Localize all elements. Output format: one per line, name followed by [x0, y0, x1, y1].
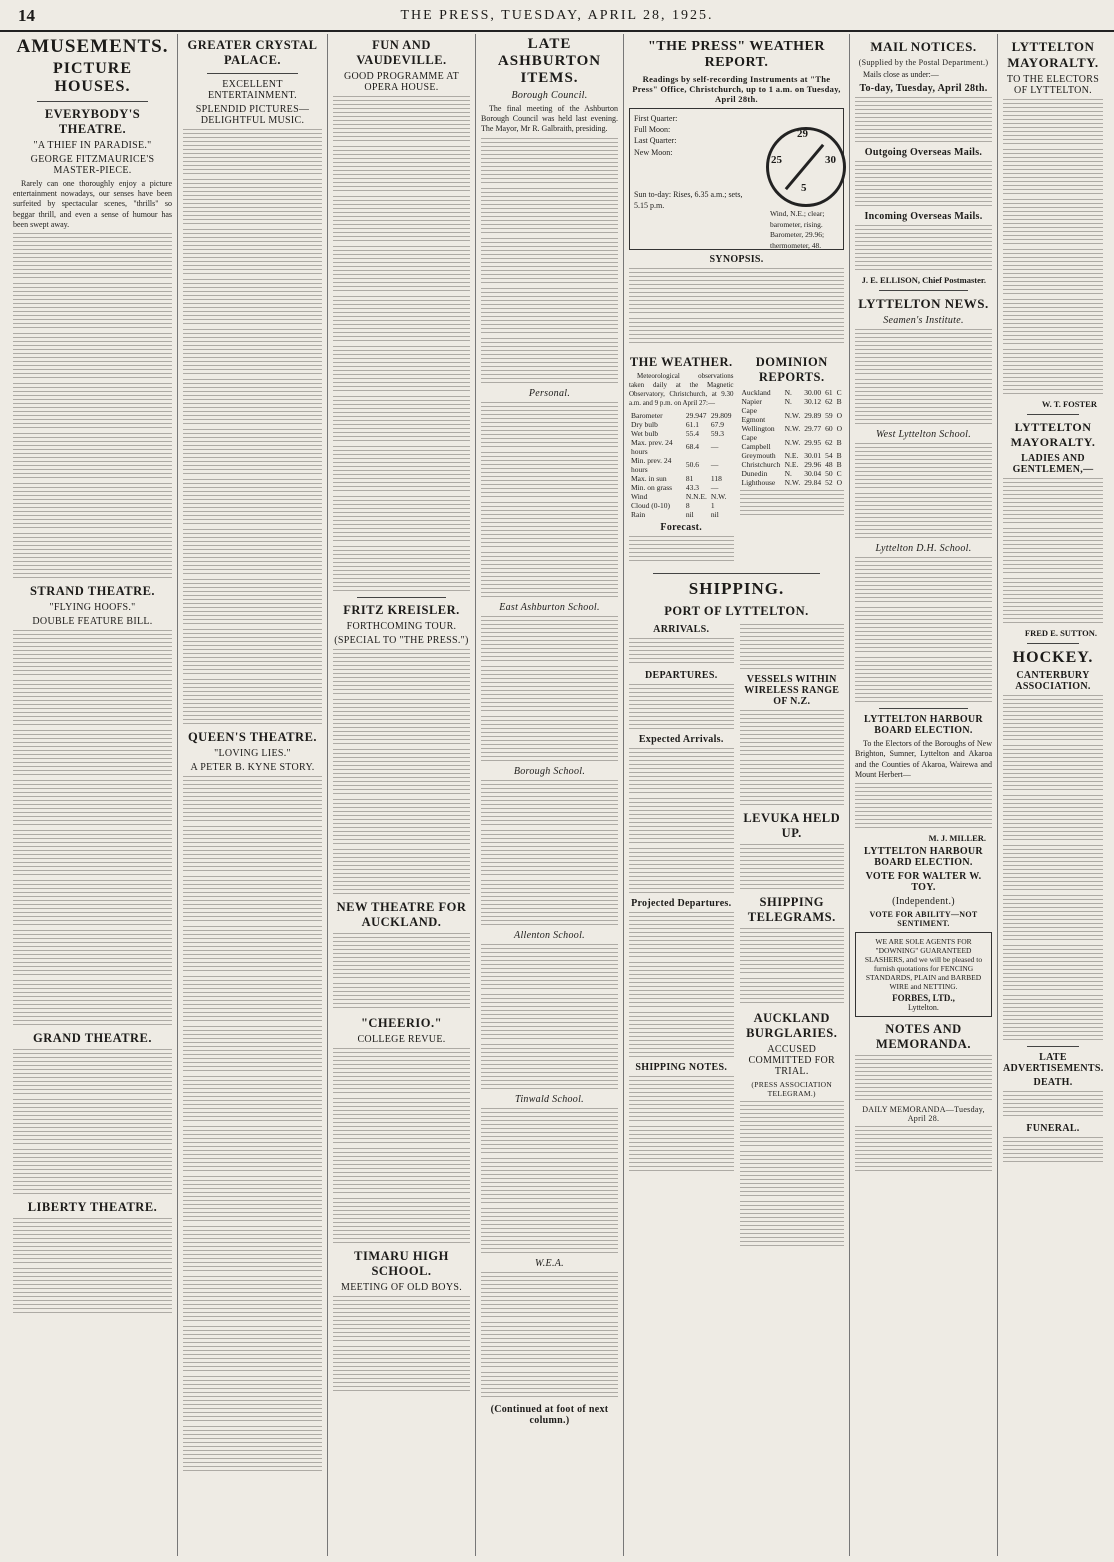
dominion-table: [740, 388, 845, 487]
continued-note: (Continued at foot of next column.): [490, 1403, 609, 1426]
article-strap: A PETER B. KYNE STORY.: [190, 762, 315, 773]
article-strap: Allenton School.: [514, 929, 585, 941]
mayoralty-title: LYTTELTON MAYORALTY.: [1007, 39, 1099, 70]
station-row: Greymouth N.E. 30.01 54 B: [741, 451, 842, 460]
shipping-title: SHIPPING.: [688, 578, 785, 598]
column-amusements: [8, 34, 178, 1556]
article-title: QUEEN'S THEATRE.: [187, 730, 318, 744]
paper-dateline: THE PRESS, TUESDAY, APRIL 28, 1925.: [400, 8, 714, 23]
moon-phases: First Quarter: Full Moon: Last Quarter: New Moon:: [634, 114, 678, 157]
weather-subtitle: Readings by self-recording Instruments at "The Press" Office, Christchurch, up to 1 a.m. on Tuesday, April 28th.: [632, 74, 841, 104]
burglary-title: AUCKLAND BURGLARIES.: [746, 1010, 838, 1040]
article-strap: "A THIEF IN PARADISE.": [33, 140, 152, 151]
article-title: FUN AND VAUDEVILLE.: [356, 38, 447, 67]
weather-row: Max. prev. 24 hours 68.4 —: [631, 437, 719, 456]
article-title: GRAND THEATRE.: [32, 1031, 153, 1046]
the-weather-title: THE WEATHER.: [629, 355, 733, 369]
station-row: Cape Campbell N.W. 29.95 62 B: [741, 433, 842, 451]
article-strap: COLLEGE REVUE.: [357, 1034, 446, 1045]
column-ashburton: [476, 34, 624, 1556]
weather-table: [629, 411, 734, 519]
article-strap: GEORGE FITZMAURICE'S MASTER-PIECE.: [30, 154, 155, 176]
article-title: GREATER CRYSTAL PALACE.: [187, 38, 318, 67]
weather-row: Min. on grass 43.3 —: [631, 482, 719, 492]
article-strap: "FLYING HOOFS.": [49, 602, 136, 614]
article-strap: EXCELLENT ENTERTAINMENT.: [208, 79, 297, 101]
station-row: Cape Egmont N.W. 29.89 59 O: [741, 406, 842, 424]
article-title: NEW THEATRE FOR AUCKLAND.: [336, 900, 467, 929]
article-title: LATE ASHBURTON ITEMS.: [497, 36, 602, 86]
station-row: Wellington N.W. 29.77 60 O: [741, 424, 842, 433]
weather-title: "THE PRESS" WEATHER REPORT.: [647, 39, 825, 70]
forbes-advertisement: WE ARE SOLE AGENTS FOR "DOWNING" GUARANTEED SLASHERS, and we will be pleased to furnish quotations for FENCING STANDARDS, PLAIN and BARBED WIRE and NETTING. FORBES, LTD., Lyttelton.: [855, 932, 992, 1017]
newspaper-columns: [8, 34, 1108, 1558]
mail-title: MAIL NOTICES.: [870, 39, 977, 54]
article-strap: FORTHCOMING TOUR.: [346, 621, 457, 632]
notes-title: NOTES AND MEMORANDA.: [876, 1022, 971, 1052]
masthead: [0, 0, 1114, 32]
article-title: "CHEERIO.": [360, 1016, 443, 1030]
weather-row: Rain nil nil: [631, 509, 719, 519]
weather-row: Min. prev. 24 hours 50.6 —: [631, 455, 719, 474]
lyttelton-news-title: LYTTELTON NEWS.: [858, 296, 989, 312]
column-weather-shipping: "THE PRESS" WEATHER REPORT. Readings by self-recording Instruments at "The Press" Office, Christchurch, up to 1 a.m. on Tuesday, April 28th. First Quarter: Full Moon: Last Quarter: New Moon: 29 30 5 25 Wind, N.E.; clear; barometer, rising. Barometer, 29.96; thermometer, 48. Sun to-day: Rises, 6.35 a.m.; sets, 5.15 p.m. SYNOPSIS. THE WEATHER. Meteorological observations taken daily at the Magnetic Observatory, Christchurch, at 9.30 a.m. and 9 p.m. on April 27:— Barometer 29.947 29.809 Dry bulb 61.1 67.9 Wet bulb 55.4 59.3 Max. prev. 24 hours 68.4 — Min. prev. 24 hours 50.6 — Max. in sun 81 118 Min. on grass 43.3 — Wind N.N.E. N.W. Cloud (0-10) 8 1 Rain nil nil Forecast. DOMINION REPORTS. Auckland N. 30.00 61 C Napier N. 30.12 62 B Cape Egmont N.W. 29.89 59 O Wellington N.W. 29.77 60 O Cape Campbell N.W. 29.95 62 B Greymouth N.E. 30.01 54 B Christchurch N.E. 29.96 48 B Dunedin N. 30.04 50 C Lighthouse N.W. 29.84 52 O SHIPPING. PORT OF LYTTELTON. ARRIVALS. DEPARTURES. Expected Arrivals. Projected Departures. SHIPPING NOTES. VESSELS WITHIN WIRELESS RANGE OF N.Z. LEVUKA HELD UP. SHIPPING TELEGRAMS. AUCKLAND BURGLARIES. ACCUSED COMMITTED FOR TRIAL. (PRESS ASSOCIATION TELEGRAM.): [624, 34, 850, 1556]
article-strap: Tinwald School.: [515, 1093, 584, 1105]
hockey-title: HOCKEY.: [1012, 649, 1094, 666]
section-heading: AMUSEMENTS.: [16, 36, 169, 57]
weather-row: Wind N.N.E. N.W.: [631, 491, 727, 501]
column-mayoralty: LYTTELTON MAYORALTY. TO THE ELECTORS OF LYTTELTON. W. T. FOSTER LYTTELTON MAYORALTY. LADIES AND GENTLEMEN,— FRED E. SUTTON. HOCKEY. CANTERBURY ASSOCIATION. LATE ADVERTISEMENTS. DEATH. FUNERAL.: [998, 34, 1108, 1556]
article-title: STRAND THEATRE.: [29, 584, 156, 599]
article-strap: Personal.: [528, 387, 571, 399]
section-subheading: PICTURE HOUSES.: [52, 60, 132, 95]
late-ads-title: LATE ADVERTISEMENTS.: [1003, 1052, 1104, 1074]
station-row: Christchurch N.E. 29.96 48 B: [741, 460, 842, 469]
article-strap: W.E.A.: [535, 1257, 564, 1269]
article-strap: Borough School.: [513, 765, 586, 777]
weather-row: Cloud (0-10) 8 1: [631, 500, 715, 510]
synopsis-title: SYNOPSIS.: [709, 254, 764, 265]
article-strap: SPLENDID PICTURES—DELIGHTFUL MUSIC.: [195, 104, 310, 126]
page-number: 14: [18, 6, 35, 25]
article-strap: (SPECIAL TO "THE PRESS."): [334, 635, 469, 646]
column-crystal-palace: [178, 34, 328, 1556]
station-row: Auckland N. 30.00 61 C: [741, 388, 842, 397]
article-strap: GOOD PROGRAMME AT OPERA HOUSE.: [343, 71, 460, 93]
shipping-subtitle: PORT OF LYTTELTON.: [664, 603, 809, 618]
article-strap: MEETING OF OLD BOYS.: [341, 1282, 462, 1293]
weather-chart: First Quarter: Full Moon: Last Quarter: New Moon: 29 30 5 25 Wind, N.E.; clear; barometer, rising. Barometer, 29.96; thermometer, 48. Sun to-day: Rises, 6.35 a.m.; sets, 5.15 p.m.: [629, 108, 844, 250]
article-title: LIBERTY THEATRE.: [27, 1200, 158, 1215]
article-title: EVERYBODY'S THEATRE.: [44, 107, 141, 136]
station-row: Lighthouse N.W. 29.84 52 O: [741, 478, 842, 487]
dominion-title: DOMINION REPORTS.: [755, 355, 828, 384]
weather-row: Wet bulb 55.4 59.3: [631, 428, 724, 438]
weather-row: Dry bulb 61.1 67.9: [631, 419, 724, 429]
column-vaudeville: [328, 34, 476, 1556]
weather-row: Barometer 29.947 29.809: [631, 410, 732, 420]
article-strap: East Ashburton School.: [499, 601, 600, 613]
station-row: Dunedin N. 30.04 50 C: [741, 469, 842, 478]
column-mail-lyttelton: MAIL NOTICES. (Supplied by the Postal Department.) Mails close as under:— To-day, Tuesday, April 28th. Outgoing Overseas Mails. Incoming Overseas Mails. J. E. ELLISON, Chief Postmaster. LYTTELTON NEWS. Seamen's Institute. West Lyttelton School. Lyttelton D.H. School. LYTTELTON HARBOUR BOARD ELECTION. To the Electors of the Boroughs of New Brighton, Sumner, Lyttelton and Akaroa and the Counties of Akaroa, Wairewa and Mount Herbert— M. J. MILLER. LYTTELTON HARBOUR BOARD ELECTION. VOTE FOR WALTER W. TOY. (Independent.) VOTE FOR ABILITY—NOT SENTIMENT. WE ARE SOLE AGENTS FOR "DOWNING" GUARANTEED SLASHERS, and we will be pleased to furnish quotations for FENCING STANDARDS, PLAIN and BARBED WIRE and NETTING. FORBES, LTD., Lyttelton. NOTES AND MEMORANDA. DAILY MEMORANDA—Tuesday, April 28.: [850, 34, 998, 1556]
article-strap: DOUBLE FEATURE BILL.: [32, 616, 153, 628]
weather-row: Max. in sun 81 118: [631, 473, 722, 483]
article-title: FRITZ KREISLER.: [343, 603, 460, 617]
article-strap: "LOVING LIES.": [214, 748, 291, 759]
article-paragraph: Rarely can one thoroughly enjoy a picture entertainment nowadays, our senses have been surfeited by spectacular scenes, "thrills" so beggar thrill, and even a sense of humour has been swept away.: [13, 179, 172, 229]
the-weather-intro: Meteorological observations taken daily at the Magnetic Observatory, Christchurch, at 9.30 a.m. and 9 p.m. on April 27:—: [629, 372, 734, 407]
barometer-dial: 29 30 5 25: [766, 127, 846, 207]
article-title: TIMARU HIGH SCHOOL.: [354, 1249, 449, 1278]
article-strap: Borough Council.: [511, 90, 588, 101]
forecast-title: Forecast.: [660, 521, 703, 533]
article-paragraph: The final meeting of the Ashburton Borough Council was held last evening. The Mayor, Mr R. Galbraith, presiding.: [481, 104, 618, 134]
station-row: Napier N. 30.12 62 B: [741, 397, 842, 406]
